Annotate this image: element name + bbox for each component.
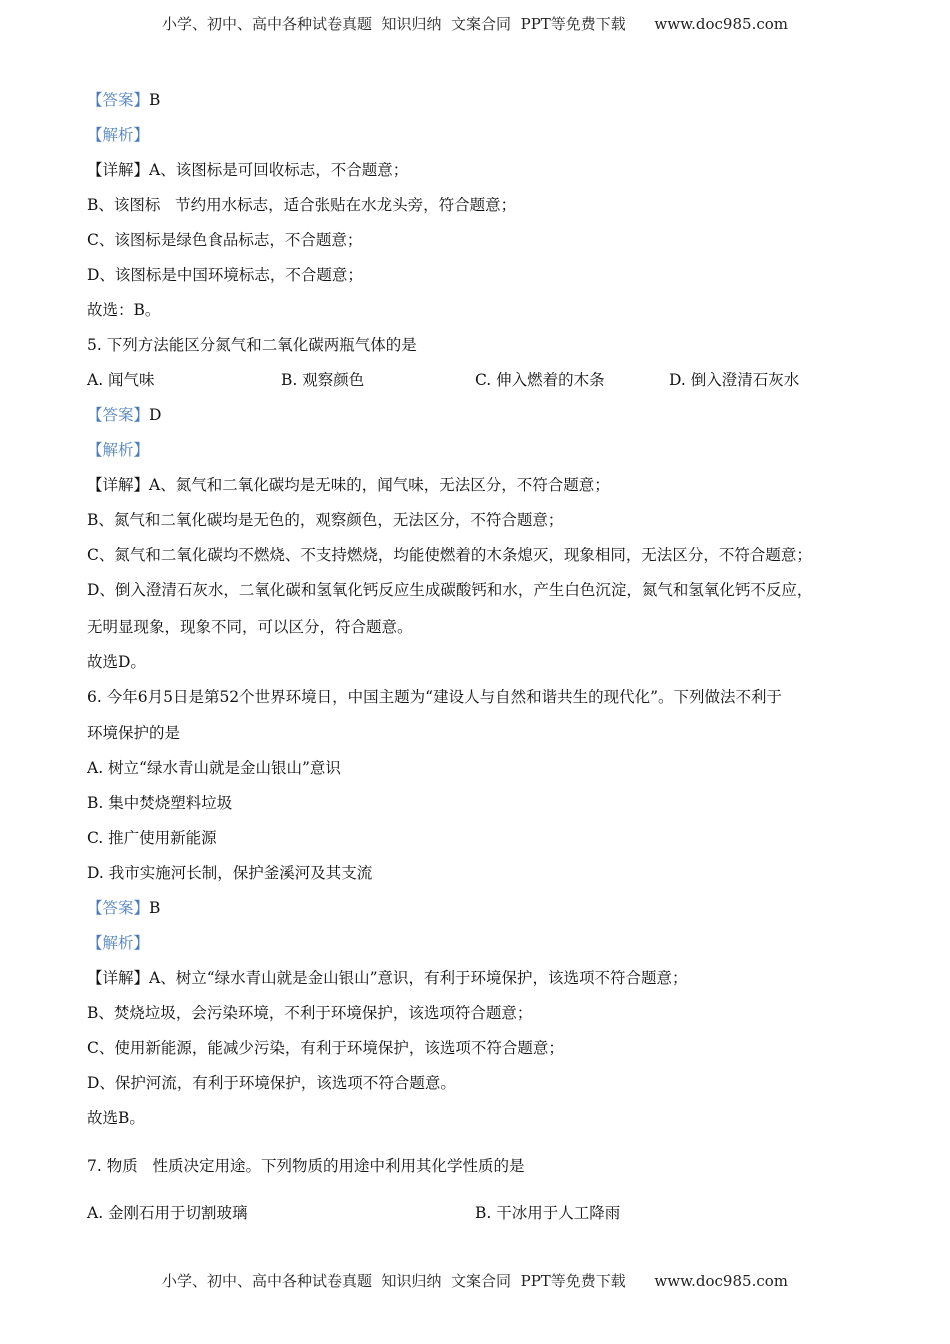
text-line [87,1156,525,1176]
text-line [87,510,563,530]
line-text: A. 树立“绿水青山就是金山银山”意识 [87,759,341,777]
text-line [87,898,160,918]
text-line [87,1003,532,1023]
text-line [87,475,610,495]
text-line [87,758,341,778]
line-text: 【详解】A、氮气和二氧化碳均是无味的，闻气味，无法区分，不符合题意； [87,476,610,494]
section-tag: 【解析】 [87,934,150,952]
option-q7: A. 金刚石用于切割玻璃 [87,1204,248,1222]
line-text: 故选D。 [87,653,146,671]
text-line [87,125,149,145]
text-line [87,335,417,355]
line-text: D、该图标是中国环境标志，不合题意； [87,266,363,284]
text-line [87,1108,145,1128]
line-text: C. 推广使用新能源 [87,829,217,847]
line-text: B [149,899,161,917]
line-text: D. 我市实施河长制，保护釜溪河及其支流 [87,864,373,882]
line-text: 【详解】A、树立“绿水青山就是金山银山”意识，有利于环境保护，该选项不符合题意； [87,969,688,987]
text-line [87,265,363,285]
line-text: B [149,91,161,109]
section-tag: 【解析】 [87,441,150,459]
text-line [87,863,372,883]
text-line [87,580,812,600]
line-text: 无明显现象，现象不同，可以区分，符合题意。 [87,618,413,636]
line-text: 7. 物质 性质决定用途。下列物质的用途中利用其化学性质的是 [87,1157,525,1175]
line-text: B、焚烧垃圾，会污染环境，不利于环境保护，该选项符合题意； [87,1004,533,1022]
text-line [87,617,413,637]
option-q5: A. 闻气味 [87,371,155,389]
section-tag: 【答案】 [87,406,150,424]
text-line [87,828,217,848]
text-line [87,723,180,743]
section-tag: 【答案】 [87,899,150,917]
line-text: D [149,406,162,424]
line-text: 5. 下列方法能区分氮气和二氧化碳两瓶气体的是 [87,336,417,354]
text-line [87,1038,564,1058]
text-line [87,968,688,988]
line-text: C、该图标是绿色食品标志，不合题意； [87,231,363,249]
text-line [87,90,160,110]
line-text: D、保护河流，有利于环境保护，该选项不符合题意。 [87,1074,456,1092]
line-text: 故选B。 [87,1109,145,1127]
line-text: C、使用新能源，能减少污染，有利于环境保护，该选项不符合题意； [87,1039,564,1057]
section-tag: 【解析】 [87,126,150,144]
text-line [87,195,516,215]
text-line [87,545,812,565]
option-q5: B. 观察颜色 [281,371,365,389]
page-footer: 小学、初中、高中各种试卷真题 知识归纳 文案合同 PPT等免费下载 www.doc985.com [161,1272,788,1290]
line-text: 环境保护的是 [87,724,181,742]
line-text: 故选：B。 [87,301,161,319]
text-line [87,300,160,320]
line-text: B. 集中焚烧塑料垃圾 [87,794,233,812]
text-line [87,652,146,672]
text-line [87,230,362,250]
line-text: B、该图标 节约用水标志，适合张贴在水龙头旁，符合题意； [87,196,517,214]
text-line [87,440,149,460]
line-text: D、倒入澄清石灰水，二氧化碳和氢氧化钙反应生成碳酸钙和水，产生白色沉淀，氮气和氢氧化钙不反应， [87,581,813,599]
line-text: C、氮气和二氧化碳均不燃烧、不支持燃烧，均能使燃着的木条熄灭，现象相同，无法区分，不符合题意； [87,546,812,564]
section-tag: 【答案】 [87,91,150,109]
text-line [87,1073,456,1093]
option-q5: D. 倒入澄清石灰水 [669,371,800,389]
line-text: B、氮气和二氧化碳均是无色的，观察颜色，无法区分，不符合题意； [87,511,564,529]
option-q5: C. 伸入燃着的木条 [475,371,605,389]
page-header: 小学、初中、高中各种试卷真题 知识归纳 文案合同 PPT等免费下载 www.doc985.com [161,15,788,33]
line-text: 【详解】A、该图标是可回收标志，不合题意； [87,161,409,179]
text-line [87,405,161,425]
text-line [87,793,232,813]
option-q7: B. 干冰用于人工降雨 [475,1204,621,1222]
line-text: 6. 今年6月5日是第52个世界环境日，中国主题为“建设人与自然和谐共生的现代化”。下列做法不利于 [87,688,783,706]
text-line [87,933,149,953]
text-line [87,687,782,707]
text-line [87,160,408,180]
